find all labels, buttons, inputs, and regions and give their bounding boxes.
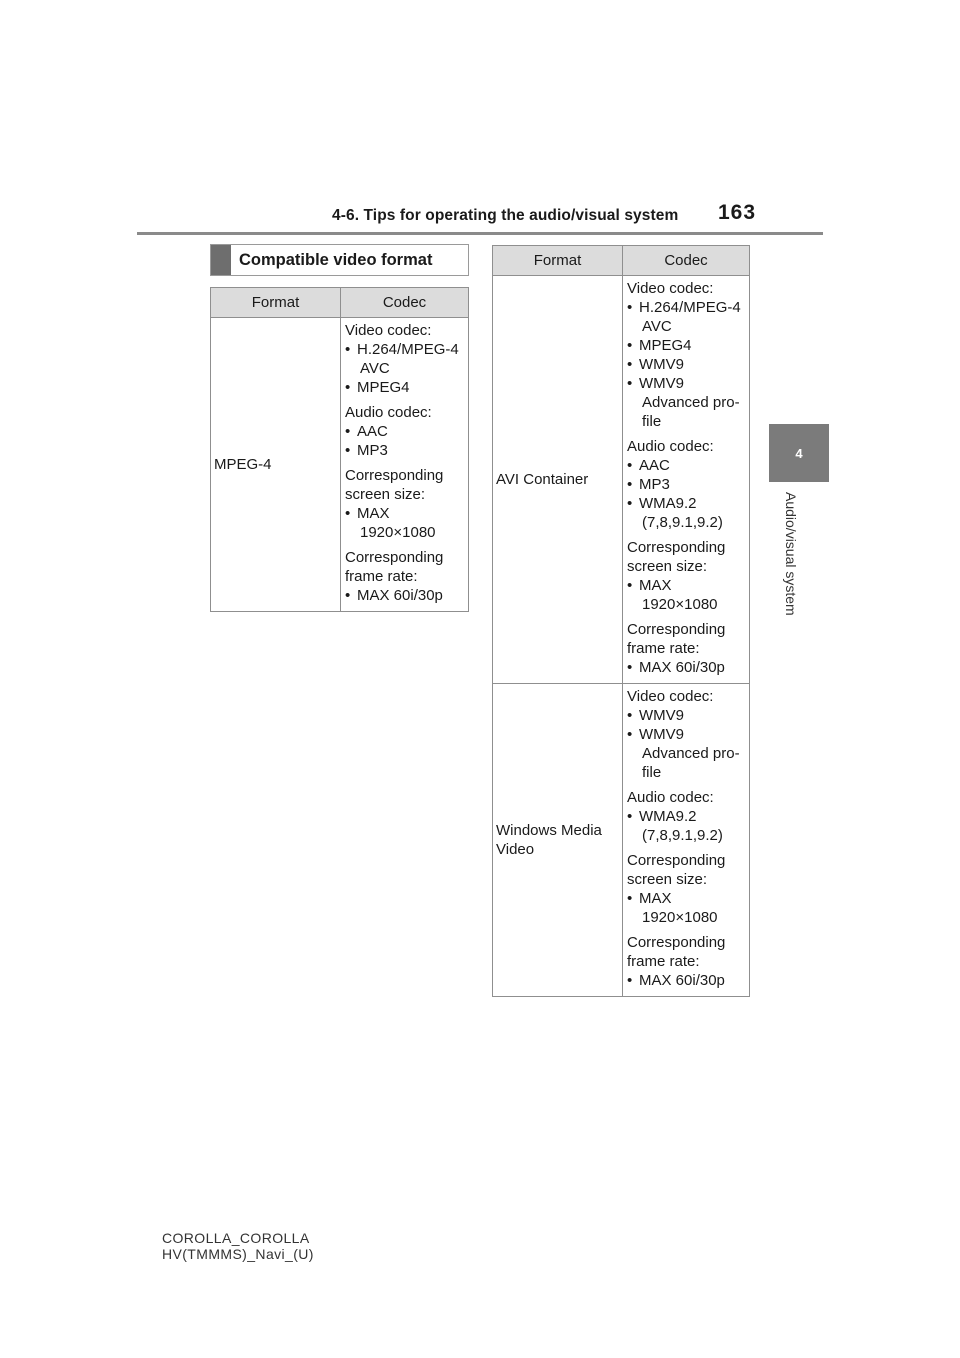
group-label: Video codec: — [345, 322, 432, 339]
list-item: • MAX 60i/30p — [627, 658, 747, 677]
heading-marker — [211, 245, 231, 275]
list-item: • MAX 60i/30p — [627, 971, 747, 990]
list-item: • WMA9.2 — [627, 494, 747, 513]
footer-model-code — [162, 1230, 314, 1262]
section-heading — [210, 244, 469, 276]
screen-size-group — [627, 851, 747, 927]
list-item: • WMV9 — [627, 706, 747, 725]
list-item: • MPEG4 — [627, 336, 747, 355]
audio-codec-group — [345, 403, 466, 460]
list-item-continuation: 1920×1080 — [642, 596, 718, 613]
section-title: 4-6. Tips for operating the audio/visual system — [332, 207, 679, 224]
screen-size-group — [627, 538, 747, 614]
list-item-continuation: (7,8,9.1,9.2) — [642, 514, 723, 531]
format-line: Video — [496, 841, 535, 858]
list-item: • H.264/MPEG-4 — [345, 340, 466, 359]
table-row — [493, 276, 750, 684]
group-label: frame rate: — [627, 640, 700, 657]
group-label: Corresponding — [627, 539, 726, 556]
list-item: • MAX 60i/30p — [345, 586, 466, 605]
list-item-continuation: AVC — [360, 360, 390, 377]
group-label: frame rate: — [627, 953, 700, 970]
group-label: Corresponding — [627, 621, 726, 638]
list-item-continuation: Advanced pro- — [642, 745, 740, 762]
audio-codec-group — [627, 437, 747, 532]
chapter-label: Audio/visual system — [783, 492, 799, 616]
group-label: Audio codec: — [627, 789, 714, 806]
list-item-continuation: AVC — [642, 318, 672, 335]
codec-cell — [623, 276, 750, 684]
format-cell — [493, 684, 623, 997]
list-item: • MP3 — [345, 441, 466, 460]
group-label: screen size: — [345, 486, 426, 503]
column-header-format: Format — [211, 288, 341, 318]
table-header-row — [493, 246, 750, 276]
format-cell: AVI Container — [493, 276, 623, 684]
group-label: screen size: — [627, 871, 708, 888]
list-item-continuation: 1920×1080 — [642, 909, 718, 926]
list-item-continuation: 1920×1080 — [360, 524, 436, 541]
list-item: • MP3 — [627, 475, 747, 494]
column-header-format: Format — [493, 246, 623, 276]
frame-rate-group — [345, 548, 466, 605]
list-item-continuation: file — [642, 413, 662, 430]
video-codec-group — [345, 321, 466, 397]
audio-codec-group — [627, 788, 747, 845]
list-item: • WMV9 — [627, 374, 747, 393]
list-item: • MAX — [345, 504, 466, 523]
codec-table-mpeg4 — [210, 287, 469, 612]
codec-cell — [623, 684, 750, 997]
footer-line: COROLLA_COROLLA — [162, 1230, 310, 1246]
group-label: Audio codec: — [627, 438, 714, 455]
column-header-codec: Codec — [341, 288, 469, 318]
format-cell: MPEG-4 — [211, 318, 341, 612]
group-label: Corresponding — [345, 549, 444, 566]
format-line: Windows Media — [496, 822, 602, 839]
table-header-row — [211, 288, 469, 318]
list-item-continuation: (7,8,9.1,9.2) — [642, 827, 723, 844]
group-label: Corresponding — [627, 852, 726, 869]
list-item: • AAC — [345, 422, 466, 441]
list-item: • WMV9 — [627, 355, 747, 374]
list-item-continuation: Advanced pro- — [642, 394, 740, 411]
chapter-number: 4 — [795, 445, 803, 461]
column-header-codec: Codec — [623, 246, 750, 276]
codec-cell — [341, 318, 469, 612]
list-item: • H.264/MPEG-4 — [627, 298, 747, 317]
footer-line: HV(TMMMS)_Navi_(U) — [162, 1246, 314, 1262]
group-label: Audio codec: — [345, 404, 432, 421]
list-item: • MAX — [627, 889, 747, 908]
video-codec-group — [627, 687, 747, 782]
frame-rate-group — [627, 933, 747, 990]
table-row — [493, 684, 750, 997]
list-item: • MAX — [627, 576, 747, 595]
list-item: • AAC — [627, 456, 747, 475]
group-label: Corresponding — [627, 934, 726, 951]
table-row — [211, 318, 469, 612]
chapter-tab — [769, 424, 829, 482]
page-number: 163 — [718, 201, 757, 224]
heading-text: Compatible video format — [239, 250, 433, 269]
group-label: frame rate: — [345, 568, 418, 585]
group-label: Video codec: — [627, 688, 714, 705]
video-codec-group — [627, 279, 747, 431]
list-item: • MPEG4 — [345, 378, 466, 397]
list-item: • WMV9 — [627, 725, 747, 744]
codec-table-avi-wmv — [492, 245, 750, 997]
group-label: Video codec: — [627, 280, 714, 297]
header-divider — [137, 232, 823, 235]
screen-size-group — [345, 466, 466, 542]
list-item-continuation: file — [642, 764, 662, 781]
frame-rate-group — [627, 620, 747, 677]
group-label: screen size: — [627, 558, 708, 575]
list-item: • WMA9.2 — [627, 807, 747, 826]
group-label: Corresponding — [345, 467, 444, 484]
